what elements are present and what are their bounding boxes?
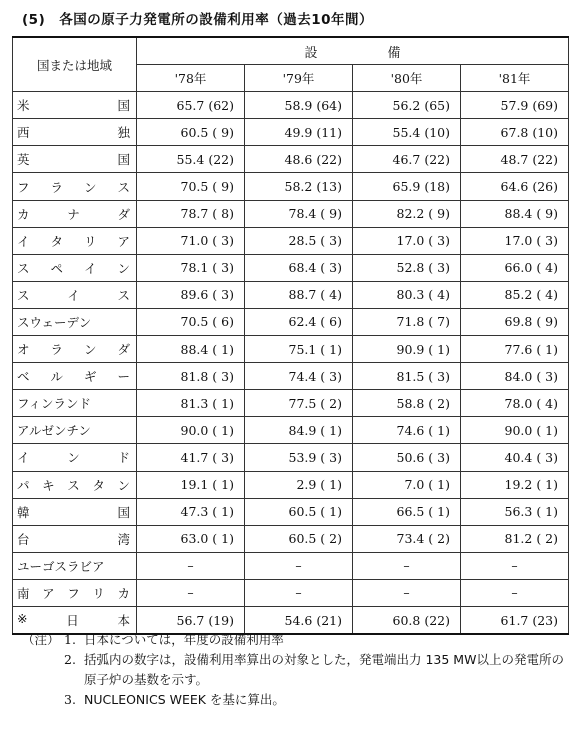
country-name-char: ー: [117, 369, 130, 385]
table-row: [13, 336, 569, 363]
rate-cell: 90.0 ( 1): [137, 417, 245, 444]
year-header: '80年: [353, 65, 461, 92]
rate-cell: 49.9 (11): [245, 119, 353, 146]
country-name-char: パ: [17, 477, 30, 493]
rate-cell: 71.0 ( 3): [137, 227, 245, 254]
country-name-char: フィンランド: [17, 396, 92, 412]
rate-cell: 40.4 ( 3): [461, 444, 569, 471]
rate-cell: 48.6 (22): [245, 146, 353, 173]
country-name-char: ラ: [50, 342, 63, 358]
country-name-cell: [13, 336, 137, 363]
rate-cell: 56.3 ( 1): [461, 498, 569, 525]
country-name-char: フ: [17, 179, 30, 195]
country-name-cell: [13, 498, 137, 525]
rate-cell: 88.4 ( 9): [461, 200, 569, 227]
country-name-char: アルゼンチン: [17, 423, 91, 439]
country-name-char: イ: [83, 260, 97, 276]
rate-cell: 60.5 ( 2): [245, 525, 353, 552]
country-name-char: ラ: [50, 179, 63, 195]
country-name-char: リ: [83, 233, 97, 249]
table-row: [13, 525, 569, 552]
country-column-header: 国または地域: [13, 37, 137, 92]
country-name-char: ス: [17, 287, 30, 303]
country-name-char: ペ: [50, 260, 63, 276]
rate-cell: 17.0 ( 3): [461, 227, 569, 254]
rate-cell: 2.9 ( 1): [245, 471, 353, 498]
rate-cell: –: [245, 579, 353, 606]
country-name-char: スウェーデン: [17, 314, 92, 330]
table-row: [13, 227, 569, 254]
rate-cell: 78.0 ( 4): [461, 390, 569, 417]
rate-cell: 68.4 ( 3): [245, 254, 353, 281]
rate-cell: 85.2 ( 4): [461, 281, 569, 308]
rate-cell: 60.5 ( 9): [137, 119, 245, 146]
country-name-char: 台: [17, 531, 30, 547]
table-row: [13, 200, 569, 227]
rate-cell: 90.9 ( 1): [353, 336, 461, 363]
rate-cell: 46.7 (22): [353, 146, 461, 173]
country-name-cell: [13, 471, 137, 498]
rate-cell: 55.4 (22): [137, 146, 245, 173]
rate-cell: 88.4 ( 1): [137, 336, 245, 363]
table-row: [13, 119, 569, 146]
rate-cell: 41.7 ( 3): [137, 444, 245, 471]
rate-cell: 57.9 (69): [461, 92, 569, 119]
rate-cell: 66.5 ( 1): [353, 498, 461, 525]
country-name-cell: [13, 281, 137, 308]
country-name-cell: [13, 363, 137, 390]
table-row: [13, 498, 569, 525]
country-name-cell: [13, 308, 137, 335]
country-name-char: ン: [117, 477, 130, 493]
rate-cell: 58.9 (64): [245, 92, 353, 119]
country-name-char: 韓: [17, 504, 30, 520]
table-row: [13, 254, 569, 281]
country-name-cell: [13, 417, 137, 444]
rate-cell: 81.3 ( 1): [137, 390, 245, 417]
rate-cell: –: [353, 579, 461, 606]
country-name-char: 英: [17, 152, 30, 168]
rate-cell: –: [245, 552, 353, 579]
country-name-cell: [13, 92, 137, 119]
country-name-char: ※: [17, 611, 28, 627]
country-name-char: 日: [66, 613, 79, 629]
country-name-char: イ: [17, 233, 30, 249]
year-header: '79年: [245, 65, 353, 92]
country-name-char: タ: [92, 477, 105, 493]
table-row: [13, 552, 569, 579]
country-name-char: フ: [67, 585, 80, 601]
country-name-char: イ: [67, 287, 80, 303]
country-name-cell: [13, 200, 137, 227]
rate-cell: 64.6 (26): [461, 173, 569, 200]
rate-cell: 81.8 ( 3): [137, 363, 245, 390]
country-name-char: ン: [67, 450, 80, 466]
country-name-char: ル: [50, 369, 63, 385]
facility-group-header: 設備: [137, 37, 569, 65]
note-number: 3.: [64, 692, 76, 707]
rate-cell: 81.5 ( 3): [353, 363, 461, 390]
country-name-char: オ: [17, 342, 30, 358]
country-name-char: キ: [42, 477, 55, 493]
country-name-cell: [13, 390, 137, 417]
rate-cell: 55.4 (10): [353, 119, 461, 146]
country-name-char: ン: [83, 342, 97, 358]
table-row: [13, 471, 569, 498]
rate-cell: 65.7 (62): [137, 92, 245, 119]
rate-cell: 84.0 ( 3): [461, 363, 569, 390]
rate-cell: –: [137, 579, 245, 606]
table-row: [13, 281, 569, 308]
rate-cell: 84.9 ( 1): [245, 417, 353, 444]
country-name-char: 国: [117, 504, 130, 520]
rate-cell: 78.7 ( 8): [137, 200, 245, 227]
country-name-char: タ: [50, 233, 63, 249]
country-name-char: 湾: [117, 531, 130, 547]
rate-cell: 60.8 (22): [353, 606, 461, 634]
note-text: 括弧内の数字は，設備利用率算出の対象とした，発電端出力 135 MW以上の発電所の原子炉の基数を示す。: [84, 652, 564, 687]
table-row: [13, 579, 569, 606]
notes-list: [64, 630, 564, 710]
country-name-char: 本: [117, 613, 130, 629]
country-name-char: ス: [117, 287, 130, 303]
country-name-char: カ: [117, 585, 130, 601]
note-number: 1.: [64, 632, 76, 647]
rate-cell: –: [137, 552, 245, 579]
rate-cell: 70.5 ( 9): [137, 173, 245, 200]
rate-cell: 67.8 (10): [461, 119, 569, 146]
country-name-char: ン: [83, 179, 97, 195]
rate-cell: 63.0 ( 1): [137, 525, 245, 552]
country-name-char: ベ: [17, 369, 30, 385]
country-name-char: イ: [17, 450, 30, 466]
rate-cell: 54.6 (21): [245, 606, 353, 634]
table-row: [13, 390, 569, 417]
country-name-cell: [13, 227, 137, 254]
rate-cell: 77.6 ( 1): [461, 336, 569, 363]
table-row: [13, 363, 569, 390]
country-name-char: ナ: [67, 206, 80, 222]
note-item: [64, 630, 564, 650]
country-name-char: 独: [117, 125, 130, 141]
rate-cell: 58.8 ( 2): [353, 390, 461, 417]
country-name-char: ア: [42, 585, 55, 601]
rate-cell: 47.3 ( 1): [137, 498, 245, 525]
country-name-cell: [13, 579, 137, 606]
country-name-cell: [13, 552, 137, 579]
rate-cell: 88.7 ( 4): [245, 281, 353, 308]
rate-cell: 74.6 ( 1): [353, 417, 461, 444]
country-name-char: ダ: [117, 206, 130, 222]
rate-cell: 62.4 ( 6): [245, 308, 353, 335]
country-name-cell: [13, 254, 137, 281]
country-name-char: 南: [17, 585, 30, 601]
country-name-char: ギ: [83, 369, 97, 385]
country-name-char: ド: [117, 450, 130, 466]
rate-cell: 90.0 ( 1): [461, 417, 569, 444]
rate-cell: 53.9 ( 3): [245, 444, 353, 471]
rate-cell: 69.8 ( 9): [461, 308, 569, 335]
country-name-char: ス: [17, 260, 30, 276]
note-text: 日本については，年度の設備利用率: [84, 632, 284, 647]
rate-cell: 17.0 ( 3): [353, 227, 461, 254]
rate-cell: –: [461, 552, 569, 579]
country-name-char: カ: [17, 206, 30, 222]
note-text: NUCLEONICS WEEK を基に算出。: [84, 692, 285, 707]
table-row: [13, 444, 569, 471]
table-row: [13, 308, 569, 335]
notes-label: （注）: [22, 632, 60, 647]
rate-cell: 73.4 ( 2): [353, 525, 461, 552]
country-name-char: 国: [117, 98, 130, 114]
rate-cell: 77.5 ( 2): [245, 390, 353, 417]
rate-cell: 65.9 (18): [353, 173, 461, 200]
rate-cell: 19.1 ( 1): [137, 471, 245, 498]
rate-cell: 58.2 (13): [245, 173, 353, 200]
rate-cell: –: [461, 579, 569, 606]
page-title: (5) 各国の原子力発電所の設備利用率（過去10年間）: [22, 12, 374, 28]
rate-cell: 66.0 ( 4): [461, 254, 569, 281]
note-item: [64, 690, 564, 710]
rate-cell: 56.2 (65): [353, 92, 461, 119]
rate-cell: 78.1 ( 3): [137, 254, 245, 281]
country-name-char: リ: [92, 585, 105, 601]
note-number: 2.: [64, 652, 76, 667]
rate-cell: 89.6 ( 3): [137, 281, 245, 308]
capacity-factor-table: [12, 36, 569, 635]
country-name-cell: [13, 119, 137, 146]
rate-cell: –: [353, 552, 461, 579]
rate-cell: 50.6 ( 3): [353, 444, 461, 471]
country-name-char: 西: [17, 125, 30, 141]
year-header: '78年: [137, 65, 245, 92]
rate-cell: 74.4 ( 3): [245, 363, 353, 390]
rate-cell: 48.7 (22): [461, 146, 569, 173]
country-name-cell: [13, 173, 137, 200]
rate-cell: 82.2 ( 9): [353, 200, 461, 227]
rate-cell: 75.1 ( 1): [245, 336, 353, 363]
table-row: [13, 92, 569, 119]
country-name-char: ユーゴスラビア: [17, 558, 105, 574]
rate-cell: 52.8 ( 3): [353, 254, 461, 281]
country-name-char: ア: [117, 233, 130, 249]
country-name-char: ン: [117, 260, 130, 276]
country-name-char: ダ: [117, 342, 130, 358]
country-name-char: 米: [17, 98, 30, 114]
rate-cell: 7.0 ( 1): [353, 471, 461, 498]
rate-cell: 80.3 ( 4): [353, 281, 461, 308]
country-name-cell: [13, 444, 137, 471]
rate-cell: 78.4 ( 9): [245, 200, 353, 227]
country-name-char: ス: [67, 477, 80, 493]
rate-cell: 61.7 (23): [461, 606, 569, 634]
rate-cell: 81.2 ( 2): [461, 525, 569, 552]
rate-cell: 60.5 ( 1): [245, 498, 353, 525]
table-row: [13, 146, 569, 173]
table-row: [13, 417, 569, 444]
country-name-cell: [13, 146, 137, 173]
country-name-cell: [13, 525, 137, 552]
rate-cell: 56.7 (19): [137, 606, 245, 634]
rate-cell: 28.5 ( 3): [245, 227, 353, 254]
rate-cell: 71.8 ( 7): [353, 308, 461, 335]
rate-cell: 19.2 ( 1): [461, 471, 569, 498]
rate-cell: 70.5 ( 6): [137, 308, 245, 335]
table-row: [13, 173, 569, 200]
note-item: [64, 650, 564, 690]
year-header: '81年: [461, 65, 569, 92]
country-name-char: 国: [117, 152, 130, 168]
country-name-char: ス: [117, 179, 130, 195]
